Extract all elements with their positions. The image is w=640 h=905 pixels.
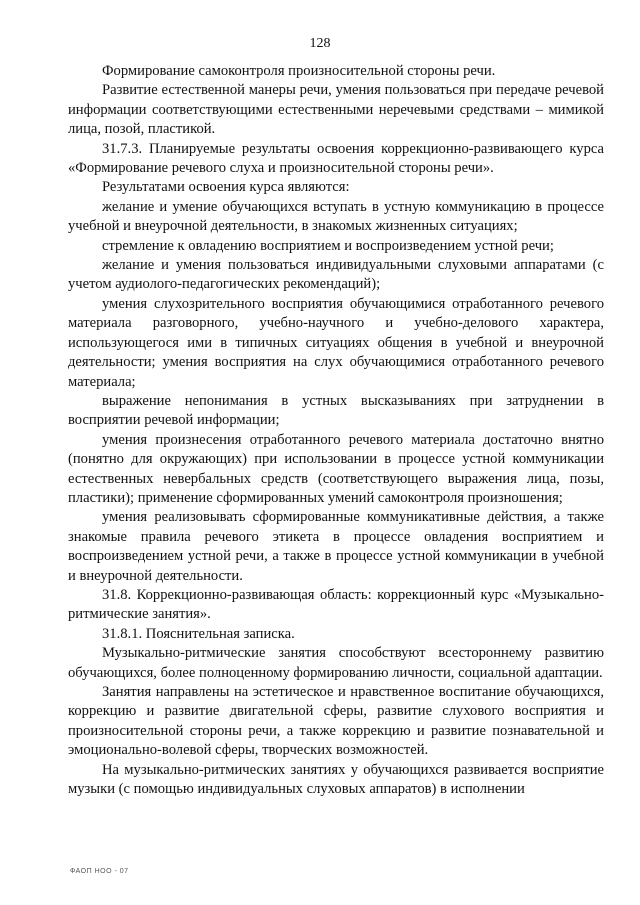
section-heading: 31.8. Коррекционно-развивающая область: коррекционный курс «Музыкально-ритмические занятия». xyxy=(68,586,604,623)
result-item: умения произнесения отработанного речевого материала достаточно внятно (понятно для окружающих) при использовании в процессе устной коммуникации естественных невербальных средств (соответствующего выражения лица, позы, пластики); применение сформированных умений самоконтроля произношения; xyxy=(68,431,604,506)
document-body xyxy=(68,62,604,799)
paragraph: Развитие естественной манеры речи, умения пользоваться при передаче речевой информации соответствующими естественными неречевыми средствами – мимикой лица, позой, пластикой. xyxy=(68,82,604,138)
paragraph: На музыкально-ритмических занятиях у обучающихся развивается восприятие музыки (с помощью индивидуальных слуховых аппаратов) в исполнении xyxy=(68,761,604,798)
section-heading: 31.7.3. Планируемые результаты освоения коррекционно-развивающего курса «Формирование речевого слуха и произносительной стороны речи». xyxy=(68,140,604,177)
result-item: желание и умение обучающихся вступать в устную коммуникацию в процессе учебной и внеурочной деятельности, в знакомых жизненных ситуациях; xyxy=(68,198,604,235)
result-item: стремление к овладению восприятием и воспроизведением устной речи; xyxy=(102,237,554,254)
result-item: желание и умения пользоваться индивидуальными слуховыми аппаратами (с учетом аудиолого-педагогических рекомендаций); xyxy=(68,257,604,293)
result-item: умения реализовывать сформированные коммуникативные действия, а также знакомые правила речевого этикета в процессе овладения восприятием и воспроизведением устной речи, а также в процессе устной коммуникации в учебной и внеурочной деятельности. xyxy=(68,509,604,584)
page-number: 128 xyxy=(309,36,331,51)
result-item: умения слухозрительного восприятия обучающимися отработанного речевого материала разговорного, учебно-научного и учебно-делового характера, использующегося ими в типичных ситуациях общения в учебной и внеурочной деятельности; умения восприятия на слух обучающимися отработанного речевого материала; xyxy=(68,295,604,390)
footer-mark: ФАОП НОО - 07 xyxy=(70,868,129,875)
result-item: выражение непонимания в устных высказываниях при затруднении в восприятии речевой информации; xyxy=(68,392,604,429)
paragraph: Результатами освоения курса являются: xyxy=(102,179,350,196)
paragraph: Музыкально-ритмические занятия способствуют всестороннему развитию обучающихся, более полноценному формированию личности, социальной адаптации. xyxy=(68,645,604,681)
subsection-heading: 31.8.1. Пояснительная записка. xyxy=(102,625,295,642)
paragraph: Занятия направлены на эстетическое и нравственное воспитание обучающихся, коррекцию и развитие двигательной сферы, развитие слухового восприятия и произносительной стороны речи, а также коррекцию и развитие познавательной и эмоционально-волевой сферы, творческих возможностей. xyxy=(68,684,604,759)
paragraph: Формирование самоконтроля произносительной стороны речи. xyxy=(102,63,496,79)
